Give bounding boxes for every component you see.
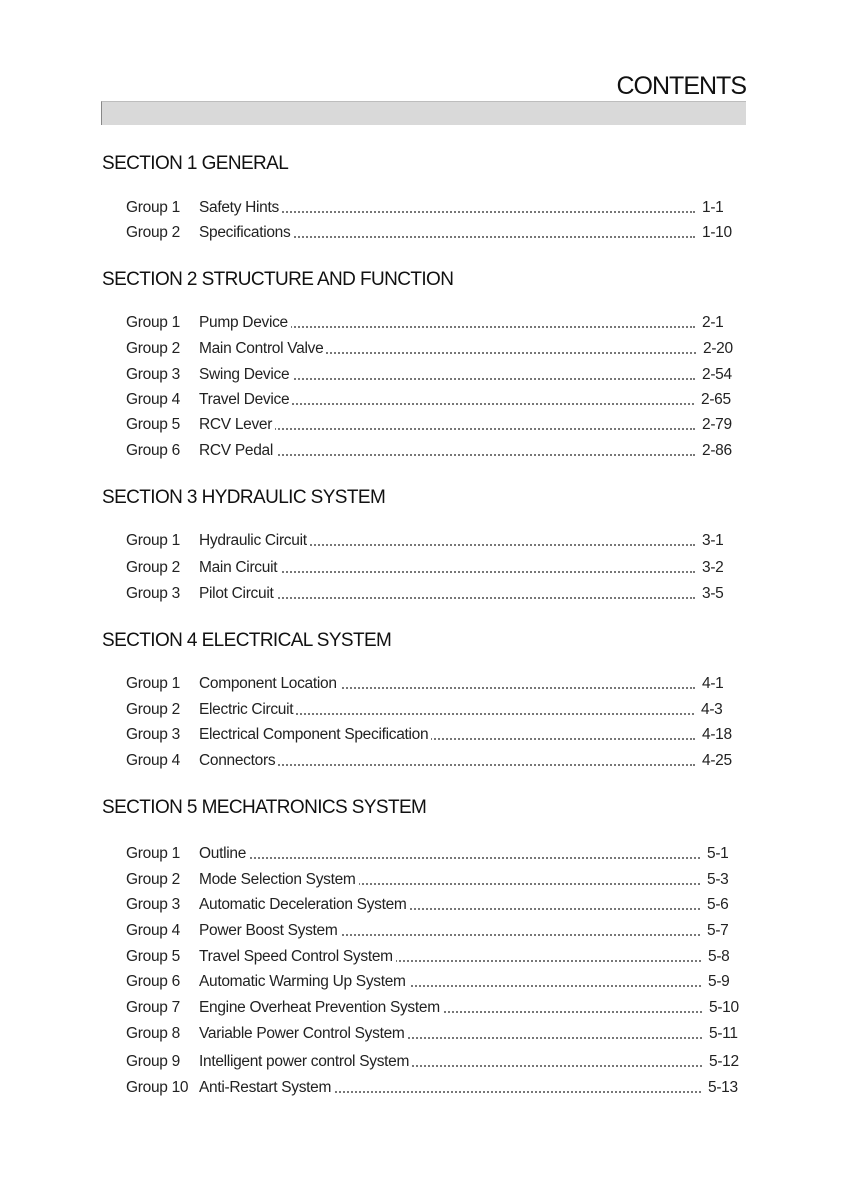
toc-entry-group: Group 7 — [126, 999, 180, 1016]
toc-entry-page: 1-1 — [699, 197, 724, 219]
toc-entry-title: Automatic Deceleration System — [199, 894, 410, 916]
toc-entry-group: Group 4 — [126, 752, 180, 769]
toc-entry-title: Automatic Warming Up System — [199, 971, 409, 993]
toc-entry[interactable] — [126, 971, 746, 993]
toc-entry-leader — [199, 857, 700, 859]
toc-entry-title: Component Location — [199, 673, 340, 695]
toc-entry-page: 5-12 — [706, 1051, 739, 1073]
toc-entry[interactable] — [126, 338, 746, 360]
toc-entry-title: Travel Device — [199, 389, 292, 411]
toc-entry[interactable] — [126, 750, 746, 772]
toc-entry-page: 1-10 — [699, 222, 732, 244]
toc-entry-page: 3-5 — [699, 583, 724, 605]
toc-entry-page: 5-1 — [704, 843, 729, 865]
toc-entry-group: Group 2 — [126, 340, 180, 357]
toc-entry-title: Pump Device — [199, 312, 291, 334]
toc-entry-group: Group 2 — [126, 224, 180, 241]
section-heading: SECTION 1 GENERAL — [102, 153, 289, 174]
toc-entry[interactable] — [126, 389, 746, 411]
toc-entry-title: Power Boost System — [199, 920, 340, 942]
toc-entry-title: Mode Selection System — [199, 869, 359, 891]
toc-entry-page: 4-3 — [698, 699, 723, 721]
toc-entry[interactable] — [126, 364, 746, 386]
section-heading: SECTION 2 STRUCTURE AND FUNCTION — [102, 269, 454, 290]
toc-entry-page: 3-1 — [699, 530, 724, 552]
toc-entry-title: Anti-Restart System — [199, 1077, 334, 1099]
toc-entry-title: Safety Hints — [199, 197, 282, 219]
toc-entry-group: Group 8 — [126, 1025, 180, 1042]
toc-entry-title: Engine Overheat Prevention System — [199, 997, 443, 1019]
toc-entry-group: Group 10 — [126, 1079, 189, 1096]
toc-entry-group: Group 6 — [126, 973, 180, 990]
toc-entry-title: Variable Power Control System — [199, 1023, 408, 1045]
toc-entry-group: Group 1 — [126, 845, 180, 862]
toc-entry[interactable] — [126, 414, 746, 436]
section-heading: SECTION 5 MECHATRONICS SYSTEM — [102, 797, 427, 818]
toc-entry-group: Group 3 — [126, 366, 180, 383]
toc-entry-title: Connectors — [199, 750, 278, 772]
toc-entry-page: 5-8 — [705, 946, 730, 968]
toc-entry[interactable] — [126, 997, 746, 1019]
toc-entry-page: 5-9 — [705, 971, 730, 993]
toc-entry-group: Group 2 — [126, 559, 180, 576]
toc-entry[interactable] — [126, 583, 746, 605]
toc-entry-group: Group 3 — [126, 896, 180, 913]
toc-entry[interactable] — [126, 946, 746, 968]
toc-entry-title: Travel Speed Control System — [199, 946, 396, 968]
toc-entry-page: 2-54 — [699, 364, 732, 386]
toc-entry-title: Hydraulic Circuit — [199, 530, 310, 552]
toc-entry-page: 4-25 — [699, 750, 732, 772]
toc-entry[interactable] — [126, 724, 746, 746]
toc-entry-group: Group 5 — [126, 416, 180, 433]
toc-entry[interactable] — [126, 920, 746, 942]
toc-entry-group: Group 4 — [126, 922, 180, 939]
toc-entry-page: 2-86 — [699, 440, 732, 462]
title-bar — [101, 101, 746, 125]
toc-entry-group: Group 6 — [126, 442, 180, 459]
toc-entry-title: Main Circuit — [199, 557, 280, 579]
toc-entry-title: Specifications — [199, 222, 293, 244]
toc-entry-title: Electrical Component Specification — [199, 724, 431, 746]
toc-entry[interactable] — [126, 1051, 746, 1073]
toc-entry-group: Group 1 — [126, 532, 180, 549]
toc-entry-group: Group 9 — [126, 1053, 180, 1070]
toc-entry-group: Group 4 — [126, 391, 180, 408]
toc-entry-group: Group 2 — [126, 871, 180, 888]
toc-entry-page: 5-10 — [706, 997, 739, 1019]
toc-entry-group: Group 2 — [126, 701, 180, 718]
toc-entry[interactable] — [126, 699, 746, 721]
toc-entry-page: 5-6 — [704, 894, 729, 916]
toc-entry[interactable] — [126, 440, 746, 462]
toc-entry-title: Pilot Circuit — [199, 583, 276, 605]
toc-entry-page: 2-79 — [699, 414, 732, 436]
toc-entry-title: RCV Pedal — [199, 440, 276, 462]
toc-entry-group: Group 3 — [126, 585, 180, 602]
toc-entry-page: 2-65 — [698, 389, 731, 411]
toc-entry-page: 5-11 — [706, 1023, 738, 1045]
toc-entry[interactable] — [126, 1077, 746, 1099]
toc-entry-title: Swing Device — [199, 364, 292, 386]
toc-entry-title: Main Control Valve — [199, 338, 326, 360]
toc-entry[interactable] — [126, 843, 746, 865]
toc-entry-title: Electric Circuit — [199, 699, 296, 721]
toc-entry-title: RCV Lever — [199, 414, 275, 436]
toc-entry-page: 4-18 — [699, 724, 732, 746]
toc-entry[interactable] — [126, 894, 746, 916]
toc-entry[interactable] — [126, 530, 746, 552]
toc-entry[interactable] — [126, 197, 746, 219]
toc-entry[interactable] — [126, 869, 746, 891]
toc-entry[interactable] — [126, 1023, 746, 1045]
toc-entry-page: 5-13 — [705, 1077, 738, 1099]
toc-entry-group: Group 3 — [126, 726, 180, 743]
toc-entry-title: Intelligent power control System — [199, 1051, 412, 1073]
toc-entry-page: 4-1 — [699, 673, 724, 695]
toc-entry-title: Outline — [199, 843, 249, 865]
toc-entry-group: Group 1 — [126, 675, 180, 692]
toc-entry-group: Group 1 — [126, 314, 180, 331]
toc-entry[interactable] — [126, 222, 746, 244]
toc-entry[interactable] — [126, 312, 746, 334]
toc-entry-group: Group 5 — [126, 948, 180, 965]
toc-entry-page: 3-2 — [699, 557, 724, 579]
toc-entry-page: 2-1 — [699, 312, 724, 334]
toc-entry[interactable] — [126, 557, 746, 579]
page-title: CONTENTS — [616, 72, 746, 100]
toc-entry-page: 5-3 — [704, 869, 729, 891]
section-heading: SECTION 4 ELECTRICAL SYSTEM — [102, 630, 392, 651]
toc-entry-page: 5-7 — [704, 920, 729, 942]
toc-entry-group: Group 1 — [126, 199, 180, 216]
toc-entry[interactable] — [126, 673, 746, 695]
section-heading: SECTION 3 HYDRAULIC SYSTEM — [102, 487, 386, 508]
toc-entry-page: 2-20 — [700, 338, 733, 360]
